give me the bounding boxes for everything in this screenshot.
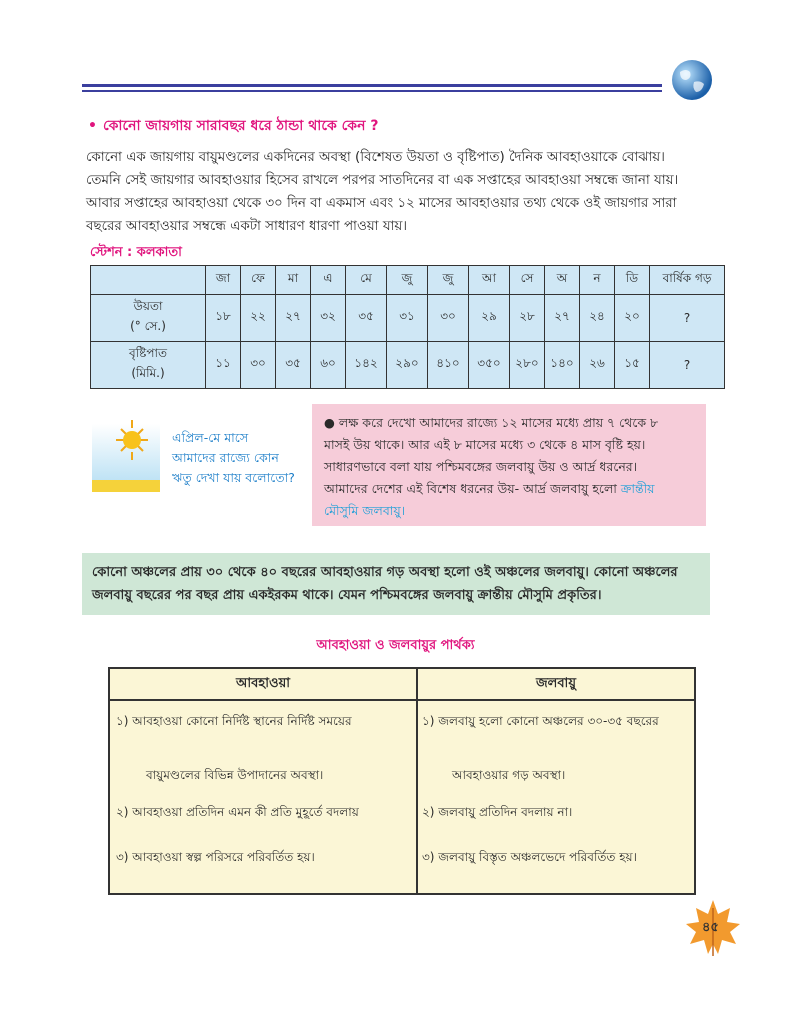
observation-box: ● লক্ষ করে দেখো আমাদের রাজ্যে ১২ মাসের মধ্যে প্রায় ৭ থেকে ৮ মাসই উয় থাকে। আর এই ৮ মাসের মধ্যে ৩ থেকে ৪ মাস বৃষ্টি হয়। সাধারণভাবে বলা যায় পশ্চিমবঙ্গের জলবায়ু উয় ও আর্দ্র ধরনের। আমাদের দেশের এই বিশেষ ধরনের উয়- আর্দ্র জলবায়ু হলো ক্রান্তীয় মৌসুমি জলবায়ু। [312, 404, 706, 526]
annual-header: বার্ষিক গড় [650, 266, 725, 295]
weather-point: বায়ুমণ্ডলের বিভিন্ন উপাদানের অবস্থা। [146, 768, 324, 782]
station-label: স্টেশন : কলকাতা [90, 245, 182, 260]
globe-icon [670, 58, 714, 102]
highlight-term: ক্রান্তীয় [620, 481, 655, 496]
comparison-title: আবহাওয়া ও জলবায়ুর পার্থক্য [316, 638, 475, 653]
value-cell: ২৬ [580, 342, 615, 389]
header-rule-thin [82, 90, 662, 92]
intro-paragraph: কোনো এক জায়গায় বায়ুমণ্ডলের একদিনের অবস্থা (বিশেষত উয়তা ও বৃষ্টিপাত) দৈনিক আবহাওয়াকে বোঝায়। তেমনি সেই জায়গার আবহাওয়ার হিসেব রাখলে পরপর সাতদিনের বা এক সপ্তাহের আবহাওয়া সম্বন্ধে জানা যায়। আবার সপ্তাহের আবহাওয়া থেকে ৩০ দিন বা একমাস এবং ১২ মাসের আবহাওয়ার তথ্য থেকে ওই জায়গার সারা বছরের আবহাওয়ার সম্বন্ধে একটা সাধারণ ধারণা পাওয়া যায়। [86, 150, 679, 234]
climate-table [90, 265, 725, 389]
value-cell: ১৪২ [346, 342, 387, 389]
table-header-row [91, 266, 725, 295]
value-cell: ২৭ [276, 295, 311, 342]
value-cell: ৪১০ [428, 342, 469, 389]
value-cell: ৬০ [311, 342, 346, 389]
value-cell: ২২ [241, 295, 276, 342]
definition-box: কোনো অঞ্চলের প্রায় ৩০ থেকে ৪০ বছরের আবহাওয়ার গড় অবস্থা হলো ওই অঞ্চলের জলবায়ু। কোনো অঞ্চলের জলবায়ু বছরের পর বছর প্রায় একইরকম থাকে। যেমন পশ্চিমবঙ্গের জলবায়ু ক্রান্তীয় মৌসুমি প্রকৃতির। [82, 553, 710, 615]
month-cell: মা [276, 266, 311, 295]
value-cell: ৩৫ [276, 342, 311, 389]
value-cell: ৩০ [241, 342, 276, 389]
weather-point: ৩) আবহাওয়া স্বল্প পরিসরে পরিবর্তিত হয়। [116, 850, 315, 864]
month-cell: অ [545, 266, 580, 295]
value-cell: ২০ [615, 295, 650, 342]
month-cell: এ [311, 266, 346, 295]
value-cell: ২৯ [469, 295, 510, 342]
value-cell: ১১ [206, 342, 241, 389]
table-row [91, 295, 725, 342]
value-cell: ২৪ [580, 295, 615, 342]
climate-point: ৩) জলবায়ু বিস্তৃত অঞ্চলভেদে পরিবর্তিত হয়। [422, 850, 637, 864]
season-prompt: এপ্রিল-মে মাসে আমাদের রাজ্যে কোন ঋতু দেখা যায় বলোতো? [172, 430, 295, 485]
value-cell: ২৭ [545, 295, 580, 342]
value-cell: ১৫ [615, 342, 650, 389]
header-rule [82, 84, 662, 87]
value-cell: ২৯০ [387, 342, 428, 389]
value-cell: ৩১ [387, 295, 428, 342]
month-cell: ফে [241, 266, 276, 295]
month-cell: সে [510, 266, 545, 295]
page-number: ৪৫ [702, 920, 719, 935]
value-cell: ৩০ [428, 295, 469, 342]
column-divider [416, 669, 418, 893]
value-cell: ১৪০ [545, 342, 580, 389]
value-cell: ২৮০ [510, 342, 545, 389]
sun-icon [92, 416, 160, 496]
climate-header: জলবায়ু [418, 669, 694, 701]
weather-header: আবহাওয়া [110, 669, 416, 701]
table-row [91, 342, 725, 389]
row-label: বৃষ্টিপাত (মিমি.) [91, 342, 206, 389]
value-cell: ৩৫ [346, 295, 387, 342]
month-cell: ডি [615, 266, 650, 295]
month-cell: জু [428, 266, 469, 295]
month-cell: জা [206, 266, 241, 295]
value-cell: ৩২ [311, 295, 346, 342]
climate-point: আবহাওয়ার গড় অবস্থা। [452, 768, 566, 782]
annual-cell: ? [650, 295, 725, 342]
weather-point: ১) আবহাওয়া কোনো নির্দিষ্ট স্থানের নির্দিষ্ট সময়ের [116, 714, 352, 728]
weather-point: ২) আবহাওয়া প্রতিদিন এমন কী প্রতি মুহূর্তে বদলায় [116, 805, 359, 819]
value-cell: ১৮ [206, 295, 241, 342]
annual-cell: ? [650, 342, 725, 389]
row-label: উয়তা (° সে.) [91, 295, 206, 342]
value-cell: ২৮ [510, 295, 545, 342]
month-cell: জু [387, 266, 428, 295]
climate-point: ২) জলবায়ু প্রতিদিন বদলায় না। [422, 805, 573, 819]
climate-point: ১) জলবায়ু হলো কোনো অঞ্চলের ৩০-৩৫ বছরের [422, 714, 659, 728]
comparison-table [108, 667, 696, 895]
month-cell: আ [469, 266, 510, 295]
month-cell: মে [346, 266, 387, 295]
month-cell: ন [580, 266, 615, 295]
table-corner-cell [91, 266, 206, 295]
value-cell: ৩৫০ [469, 342, 510, 389]
question-heading: • কোনো জায়গায় সারাবছর ধরে ঠান্ডা থাকে কেন ? [88, 118, 379, 134]
